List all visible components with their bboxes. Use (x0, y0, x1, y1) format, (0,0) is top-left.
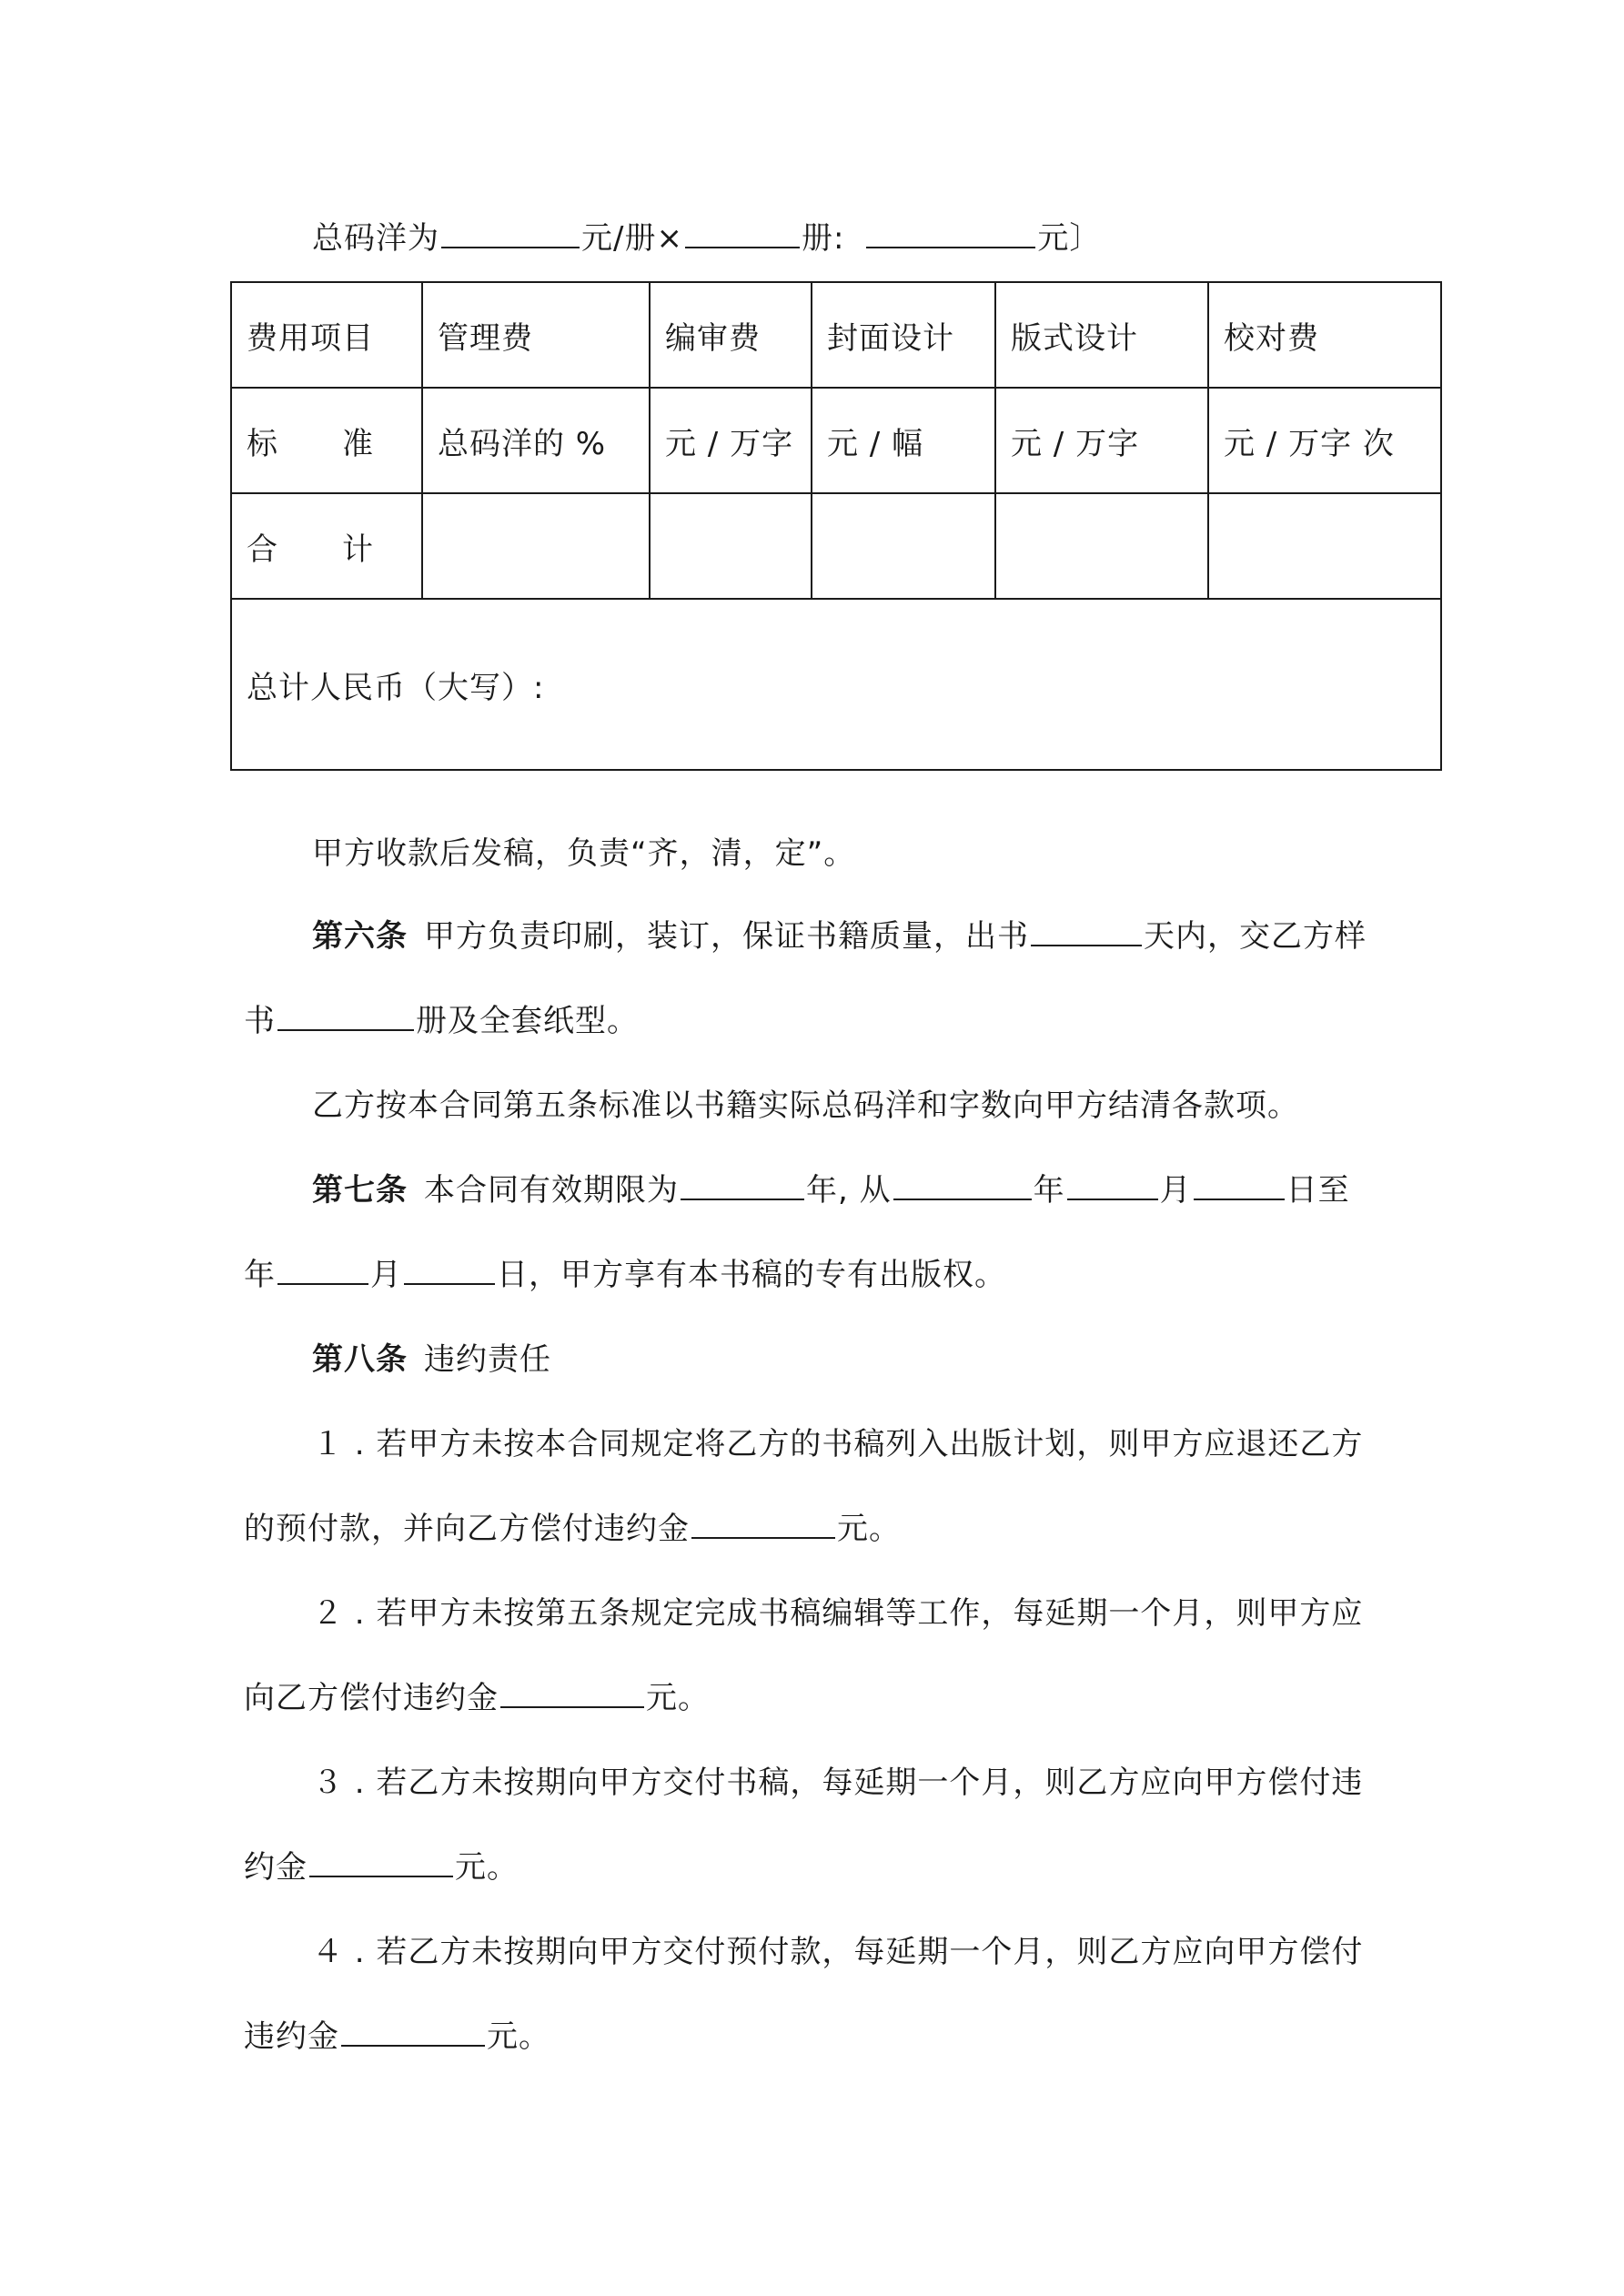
header-cell: 管理费 (422, 282, 650, 388)
row-label (231, 388, 422, 493)
article-6-text-d: 册及全套纸型。 (416, 1003, 639, 1039)
table-row-total (231, 599, 1441, 770)
article-6-text-b: 天内，交乙方样 (1144, 918, 1367, 955)
blank-penalty-4 (341, 2018, 485, 2047)
item-3-text-a: 约金 (244, 1849, 308, 1886)
blank-penalty-1 (691, 1510, 835, 1539)
item-3-line2 (244, 1847, 519, 1887)
blank-years (681, 1171, 804, 1200)
article-8-heading (312, 1340, 551, 1380)
item-1-text-b: 元。 (837, 1511, 901, 1547)
row-label-text: 合 计 (247, 531, 374, 568)
article-8-title: 第八条 (312, 1341, 408, 1378)
top-line (312, 218, 1101, 258)
total-cell: 总计人民币（大写）: (231, 599, 1441, 770)
article-7-text-h: 日，甲方享有本书稿的专有出版权。 (497, 1257, 1006, 1293)
article-7-text-a: 本合同有效期限为 (424, 1172, 679, 1209)
fee-table (230, 281, 1442, 771)
blank-start-day (1194, 1171, 1285, 1200)
blank-days (1031, 917, 1142, 946)
item-1-text-a: 的预付款，并向乙方偿付违约金 (244, 1511, 690, 1547)
table-cell (995, 493, 1208, 599)
blank-copies (685, 219, 800, 248)
table-cell (1208, 493, 1441, 599)
article-6-text-c: 书 (244, 1003, 276, 1039)
table-cell (812, 493, 995, 599)
item-3-line1: ３ . 若乙方未按期向甲方交付书稿，每延期一个月，则乙方应向甲方偿付违 (312, 1765, 1364, 1801)
table-cell (650, 493, 812, 599)
item-2-text-a: 向乙方偿付违约金 (244, 1680, 499, 1716)
table-cell: 总码洋的 % (422, 388, 650, 493)
item-4-text-b: 元。 (487, 2018, 550, 2055)
item-1-line1: １ . 若甲方未按本合同规定将乙方的书稿列入出版计划，则甲方应退还乙方 (312, 1426, 1364, 1462)
article-7-text-c: 年 (1033, 1172, 1065, 1209)
row-label (231, 493, 422, 599)
blank-start-year (893, 1171, 1032, 1200)
blank-penalty-3 (309, 1848, 453, 1877)
table-row-standard (231, 388, 1441, 493)
article-8-text: 违约责任 (424, 1341, 551, 1378)
item-2-line2 (244, 1678, 710, 1718)
header-cell: 版式设计 (995, 282, 1208, 388)
item-2-text-b: 元。 (646, 1680, 710, 1716)
header-cell: 封面设计 (812, 282, 995, 388)
article-6-line1 (312, 916, 1367, 956)
blank-penalty-2 (500, 1679, 644, 1708)
blank-sample-copies (277, 1002, 414, 1031)
item-1-line2 (244, 1509, 901, 1549)
article-7-text-f: 年 (244, 1257, 276, 1293)
top-unit1: 元/册× (581, 220, 683, 257)
item-4-line2 (244, 2017, 550, 2057)
article-7-title: 第七条 (312, 1172, 408, 1209)
table-cell (422, 493, 650, 599)
row-label-text: 标 准 (247, 425, 374, 462)
header-cell: 费用项目 (231, 282, 422, 388)
blank-start-month (1067, 1171, 1158, 1200)
top-suffix: 元〕 (1037, 220, 1102, 257)
table-row-subtotal (231, 493, 1441, 599)
blank-end-month (277, 1256, 368, 1285)
article-7-line2 (244, 1255, 1006, 1295)
article-7-text-d: 月 (1159, 1172, 1192, 1209)
article-6-title: 第六条 (312, 918, 408, 955)
blank-end-day (404, 1256, 495, 1285)
paragraph-receipt: 甲方收款后发稿，负责“齐，清，定”。 (312, 835, 856, 872)
table-cell: 元 / 万字 次 (1208, 388, 1441, 493)
table-cell: 元 / 万字 (650, 388, 812, 493)
header-cell: 编审费 (650, 282, 812, 388)
item-3-text-b: 元。 (455, 1849, 519, 1886)
table-header-row (231, 282, 1441, 388)
blank-price (441, 219, 580, 248)
top-prefix: 总码洋为 (312, 220, 439, 257)
paragraph-settlement: 乙方按本合同第五条标准以书籍实际总码洋和字数向甲方结清各款项。 (312, 1087, 1299, 1124)
item-2-line1: ２ . 若甲方未按第五条规定完成书稿编辑等工作，每延期一个月，则甲方应 (312, 1595, 1364, 1632)
header-cell: 校对费 (1208, 282, 1441, 388)
article-7-text-e: 日至 (1286, 1172, 1350, 1209)
item-4-line1: ４ . 若乙方未按期向甲方交付预付款，每延期一个月，则乙方应向甲方偿付 (312, 1934, 1364, 1970)
table-cell: 元 / 幅 (812, 388, 995, 493)
top-unit2: 册: (801, 220, 845, 257)
article-6-text-a: 甲方负责印刷，装订，保证书籍质量，出书 (424, 918, 1029, 955)
table-cell: 元 / 万字 (995, 388, 1208, 493)
blank-total (866, 219, 1035, 248)
article-7-text-g: 月 (370, 1257, 402, 1293)
item-4-text-a: 违约金 (244, 2018, 339, 2055)
article-7-line1 (312, 1170, 1350, 1210)
article-6-line2 (244, 1001, 639, 1041)
article-7-text-b: 年, 从 (806, 1172, 892, 1209)
